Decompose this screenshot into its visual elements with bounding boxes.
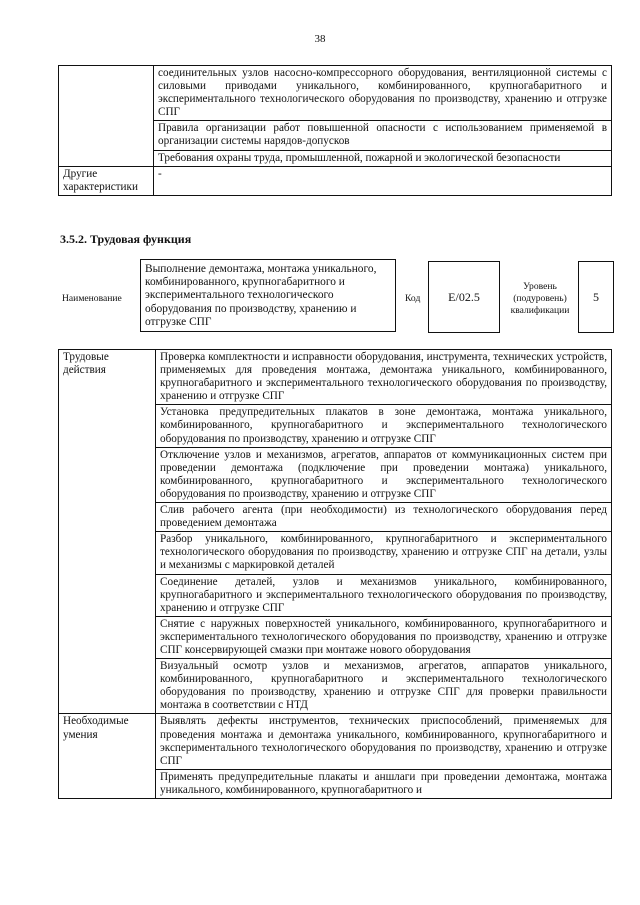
- page-number: 38: [314, 33, 326, 45]
- table-row: [59, 66, 612, 121]
- row-label: [59, 66, 154, 167]
- table-row: [59, 350, 612, 405]
- section-title: 3.5.2. Трудовая функция: [60, 232, 192, 246]
- row-label: Необходимые умения: [59, 714, 156, 799]
- code-label: Код: [405, 293, 421, 304]
- table-row: [59, 166, 612, 195]
- table-cell: Требования охраны труда, промышленной, пожарной и экологической безопасности: [154, 150, 612, 166]
- qualification-level-label: Уровень (подуровень) квалификации: [510, 281, 570, 316]
- code-box: E/02.5: [428, 261, 500, 333]
- table-row: [59, 714, 612, 769]
- table-cell: -: [154, 166, 612, 195]
- qualification-level-box: 5: [578, 261, 614, 333]
- top-requirements-table: [58, 65, 612, 196]
- table-cell: Снятие с наружных поверхностей уникального, комбинированного, крупногабаритного и экспериментального технологического оборудования по производству, хранению и отгрузке СПГ консервирующей смазки при монтаже нового оборудования: [156, 616, 612, 658]
- table-cell: Применять предупредительные плакаты и аншлаги при проведении демонтажа, монтажа уникального, комбинированного, крупногабаритного и: [156, 769, 612, 798]
- table-cell: Соединение деталей, узлов и механизмов уникального, комбинированного, крупногабаритного и экспериментального технологического оборудования по производству, хранению и отгрузке СПГ: [156, 574, 612, 616]
- table-cell: Отключение узлов и механизмов, агрегатов, аппаратов от коммуникационных систем при проведении демонтажа (подключение при проведении монтажа) уникального, комбинированного, крупногабаритного и экспериментального технологического оборудования по производству, хранению и отгрузке СПГ: [156, 447, 612, 502]
- table-cell: Установка предупредительных плакатов в зоне демонтажа, монтажа уникального, комбинированного, крупногабаритного и экспериментального технологического оборудования по производству, хранению и отгрузке СПГ: [156, 405, 612, 447]
- table-cell: Выявлять дефекты инструментов, технических приспособлений, применяемых для проведения монтажа и демонтажа уникального, комбинированного, крупногабаритного и экспериментального технологического оборудования по производству, хранению и отгрузке СПГ: [156, 714, 612, 769]
- name-label: Наименование: [62, 293, 122, 304]
- table-cell: Правила организации работ повышенной опасности с использованием применяемой в организации системы нарядов-допусков: [154, 121, 612, 150]
- table-cell: Разбор уникального, комбинированного, крупногабаритного и экспериментального технологического оборудования по производству, хранению и отгрузке СПГ на детали, узлы и механизмы с маркировкой деталей: [156, 532, 612, 574]
- function-name-box: Выполнение демонтажа, монтажа уникального, комбинированного, крупногабаритного и экспериментального технологического оборудования по производству, хранению и отгрузке СПГ: [140, 259, 396, 332]
- table-cell: Слив рабочего агента (при необходимости) из технологического оборудования перед проведением демонтажа: [156, 503, 612, 532]
- table-cell: Визуальный осмотр узлов и механизмов, агрегатов, аппаратов уникального, комбинированного, крупногабаритного и экспериментального технологического оборудования по производству, хранению и отгрузке СПГ для проверки правильности монтажа в соответствии с НТД: [156, 659, 612, 714]
- labor-actions-table: [58, 349, 612, 799]
- row-label: Другие характеристики: [59, 166, 154, 195]
- table-cell: соединительных узлов насосно-компрессорного оборудования, вентиляционной системы с силовыми приводами уникального, комбинированного, крупногабаритного и экспериментального технологического оборудования по производству, хранению и отгрузке СПГ: [154, 66, 612, 121]
- table-cell: Проверка комплектности и исправности оборудования, инструмента, технических устройств, применяемых для проведения монтажа, демонтажа уникального, комбинированного, крупногабаритного и экспериментального технологического оборудования по производству, хранению и отгрузке СПГ: [156, 350, 612, 405]
- row-label: Трудовые действия: [59, 350, 156, 714]
